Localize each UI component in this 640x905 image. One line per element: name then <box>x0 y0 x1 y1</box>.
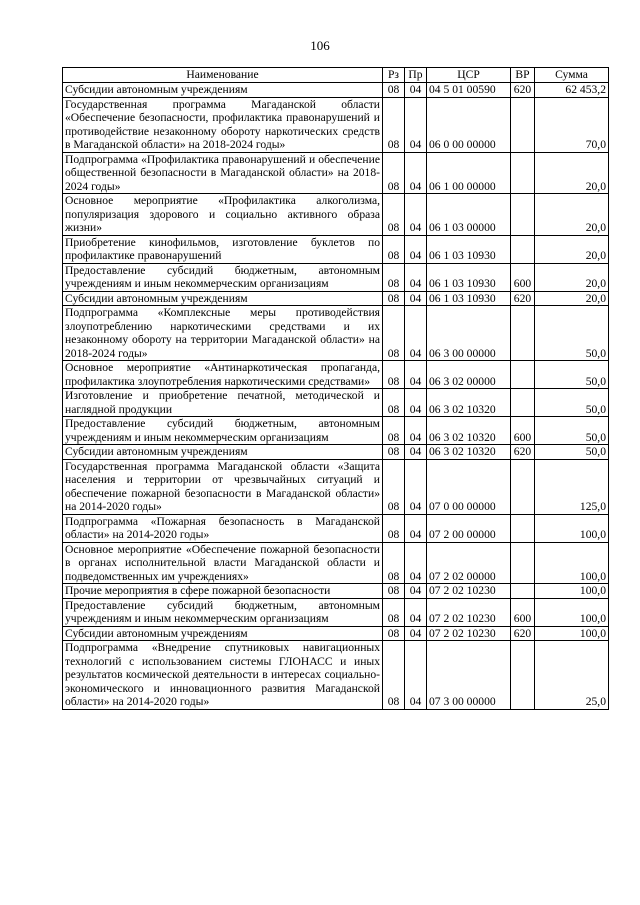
table-row <box>63 83 609 98</box>
cell-pr: 04 <box>405 361 427 389</box>
cell-vr <box>511 584 535 599</box>
cell-name: Приобретение кинофильмов, изготовление буклетов по профилактике правонарушений <box>63 235 383 263</box>
cell-csr: 07 2 00 00000 <box>427 514 511 542</box>
table-row <box>63 598 609 626</box>
cell-vr: 620 <box>511 626 535 641</box>
table-row <box>63 194 609 236</box>
cell-csr: 07 2 02 10230 <box>427 626 511 641</box>
page-number: 106 <box>310 38 330 53</box>
cell-rz: 08 <box>383 417 405 445</box>
cell-pr: 04 <box>405 417 427 445</box>
cell-name: Основное мероприятие «Профилактика алкоголизма, популяризация здорового и социально активного образа жизни» <box>63 194 383 236</box>
cell-rz: 08 <box>383 459 405 514</box>
cell-name: Подпрограмма «Внедрение спутниковых навигационных технологий с использованием системы ГЛОНАСС и иных результатов космической деятельности в интересах социально-экономического и инновационного развития Магаданской области» на 2014-2020 годы» <box>63 641 383 710</box>
cell-vr: 620 <box>511 83 535 98</box>
table-row <box>63 97 609 152</box>
cell-rz: 08 <box>383 83 405 98</box>
cell-sum: 100,0 <box>535 626 609 641</box>
cell-sum: 100,0 <box>535 514 609 542</box>
cell-rz: 08 <box>383 235 405 263</box>
cell-csr: 06 3 02 10320 <box>427 389 511 417</box>
cell-vr: 600 <box>511 263 535 291</box>
cell-rz: 08 <box>383 361 405 389</box>
cell-pr: 04 <box>405 641 427 710</box>
cell-csr: 07 3 00 00000 <box>427 641 511 710</box>
table-row <box>63 389 609 417</box>
header-vr: ВР <box>511 68 535 83</box>
cell-csr: 04 5 01 00590 <box>427 83 511 98</box>
cell-rz: 08 <box>383 445 405 460</box>
cell-pr: 04 <box>405 389 427 417</box>
cell-csr: 06 3 02 00000 <box>427 361 511 389</box>
table-row <box>63 641 609 710</box>
cell-rz: 08 <box>383 626 405 641</box>
table-row <box>63 514 609 542</box>
cell-pr: 04 <box>405 626 427 641</box>
cell-csr: 06 1 03 00000 <box>427 194 511 236</box>
cell-csr: 06 3 00 00000 <box>427 306 511 361</box>
cell-rz: 08 <box>383 389 405 417</box>
cell-rz: 08 <box>383 514 405 542</box>
budget-table <box>62 67 609 710</box>
cell-sum: 125,0 <box>535 459 609 514</box>
cell-vr: 620 <box>511 291 535 306</box>
table-row <box>63 235 609 263</box>
cell-pr: 04 <box>405 584 427 599</box>
cell-csr: 07 2 02 10230 <box>427 598 511 626</box>
cell-name: Изготовление и приобретение печатной, методической и наглядной продукции <box>63 389 383 417</box>
table-row <box>63 584 609 599</box>
cell-vr <box>511 152 535 194</box>
cell-csr: 07 2 02 00000 <box>427 542 511 584</box>
cell-vr <box>511 459 535 514</box>
cell-csr: 06 3 02 10320 <box>427 417 511 445</box>
cell-vr <box>511 514 535 542</box>
cell-pr: 04 <box>405 97 427 152</box>
cell-name: Предоставление субсидий бюджетным, автономным учреждениям и иным некоммерческим организациям <box>63 598 383 626</box>
cell-rz: 08 <box>383 194 405 236</box>
cell-pr: 04 <box>405 152 427 194</box>
cell-sum: 100,0 <box>535 584 609 599</box>
cell-vr <box>511 389 535 417</box>
cell-name: Государственная программа Магаданской области «Защита населения и территории от чрезвычайных ситуаций и обеспечение пожарной безопасности в Магаданской области» на 2014-2020 годы» <box>63 459 383 514</box>
cell-name: Основное мероприятие «Антинаркотическая пропаганда, профилактика злоупотребления наркотическими средствами» <box>63 361 383 389</box>
cell-csr: 06 1 03 10930 <box>427 235 511 263</box>
cell-name: Прочие мероприятия в сфере пожарной безопасности <box>63 584 383 599</box>
cell-csr: 06 3 02 10320 <box>427 445 511 460</box>
cell-name: Субсидии автономным учреждениям <box>63 291 383 306</box>
cell-sum: 20,0 <box>535 263 609 291</box>
table-row <box>63 263 609 291</box>
cell-name: Предоставление субсидий бюджетным, автономным учреждениям и иным некоммерческим организациям <box>63 417 383 445</box>
cell-vr <box>511 542 535 584</box>
cell-vr: 600 <box>511 417 535 445</box>
cell-vr <box>511 641 535 710</box>
table-row <box>63 417 609 445</box>
cell-csr: 07 0 00 00000 <box>427 459 511 514</box>
header-pr: Пр <box>405 68 427 83</box>
table-row <box>63 152 609 194</box>
cell-pr: 04 <box>405 514 427 542</box>
table-row <box>63 459 609 514</box>
cell-vr: 600 <box>511 598 535 626</box>
cell-vr <box>511 194 535 236</box>
cell-vr <box>511 97 535 152</box>
cell-rz: 08 <box>383 306 405 361</box>
cell-pr: 04 <box>405 542 427 584</box>
cell-vr <box>511 361 535 389</box>
cell-rz: 08 <box>383 97 405 152</box>
cell-csr: 07 2 02 10230 <box>427 584 511 599</box>
table-row <box>63 542 609 584</box>
cell-name: Субсидии автономным учреждениям <box>63 445 383 460</box>
cell-rz: 08 <box>383 542 405 584</box>
table-header-row <box>63 68 609 83</box>
table-row <box>63 306 609 361</box>
cell-sum: 62 453,2 <box>535 83 609 98</box>
cell-name: Подпрограмма «Комплексные меры противодействия злоупотреблению наркотическими средствами и их незаконному обороту на территории Магаданской области» на 2018-2024 годы» <box>63 306 383 361</box>
cell-pr: 04 <box>405 194 427 236</box>
cell-csr: 06 1 00 00000 <box>427 152 511 194</box>
cell-name: Субсидии автономным учреждениям <box>63 83 383 98</box>
cell-sum: 20,0 <box>535 235 609 263</box>
cell-rz: 08 <box>383 291 405 306</box>
cell-pr: 04 <box>405 83 427 98</box>
cell-sum: 100,0 <box>535 542 609 584</box>
table-row <box>63 361 609 389</box>
header-rz: Рз <box>383 68 405 83</box>
header-name: Наименование <box>63 68 383 83</box>
cell-pr: 04 <box>405 445 427 460</box>
cell-sum: 70,0 <box>535 97 609 152</box>
cell-vr: 620 <box>511 445 535 460</box>
cell-vr <box>511 306 535 361</box>
cell-csr: 06 1 03 10930 <box>427 291 511 306</box>
cell-name: Основное мероприятие «Обеспечение пожарной безопасности в органах исполнительной власти Магаданской области и подведомственных им учреждениях» <box>63 542 383 584</box>
table-row <box>63 626 609 641</box>
cell-csr: 06 1 03 10930 <box>427 263 511 291</box>
cell-pr: 04 <box>405 291 427 306</box>
table-row <box>63 445 609 460</box>
cell-name: Предоставление субсидий бюджетным, автономным учреждениям и иным некоммерческим организациям <box>63 263 383 291</box>
cell-rz: 08 <box>383 641 405 710</box>
cell-pr: 04 <box>405 459 427 514</box>
cell-sum: 50,0 <box>535 417 609 445</box>
cell-sum: 100,0 <box>535 598 609 626</box>
cell-sum: 50,0 <box>535 361 609 389</box>
cell-rz: 08 <box>383 584 405 599</box>
cell-sum: 25,0 <box>535 641 609 710</box>
cell-rz: 08 <box>383 263 405 291</box>
cell-name: Государственная программа Магаданской области «Обеспечение безопасности, профилактика правонарушений и противодействие незаконному обороту наркотических средств в Магаданской области» на 2018-2024 годы» <box>63 97 383 152</box>
cell-rz: 08 <box>383 152 405 194</box>
table-row <box>63 291 609 306</box>
cell-sum: 20,0 <box>535 152 609 194</box>
cell-csr: 06 0 00 00000 <box>427 97 511 152</box>
header-csr: ЦСР <box>427 68 511 83</box>
cell-name: Субсидии автономным учреждениям <box>63 626 383 641</box>
cell-pr: 04 <box>405 306 427 361</box>
cell-name: Подпрограмма «Пожарная безопасность в Магаданской области» на 2014-2020 годы» <box>63 514 383 542</box>
cell-sum: 50,0 <box>535 389 609 417</box>
cell-name: Подпрограмма «Профилактика правонарушений и обеспечение общественной безопасности в Магаданской области» на 2018-2024 годы» <box>63 152 383 194</box>
header-sum: Сумма <box>535 68 609 83</box>
cell-sum: 50,0 <box>535 306 609 361</box>
cell-rz: 08 <box>383 598 405 626</box>
cell-pr: 04 <box>405 263 427 291</box>
cell-sum: 20,0 <box>535 194 609 236</box>
cell-sum: 20,0 <box>535 291 609 306</box>
cell-pr: 04 <box>405 598 427 626</box>
cell-vr <box>511 235 535 263</box>
cell-pr: 04 <box>405 235 427 263</box>
cell-sum: 50,0 <box>535 445 609 460</box>
